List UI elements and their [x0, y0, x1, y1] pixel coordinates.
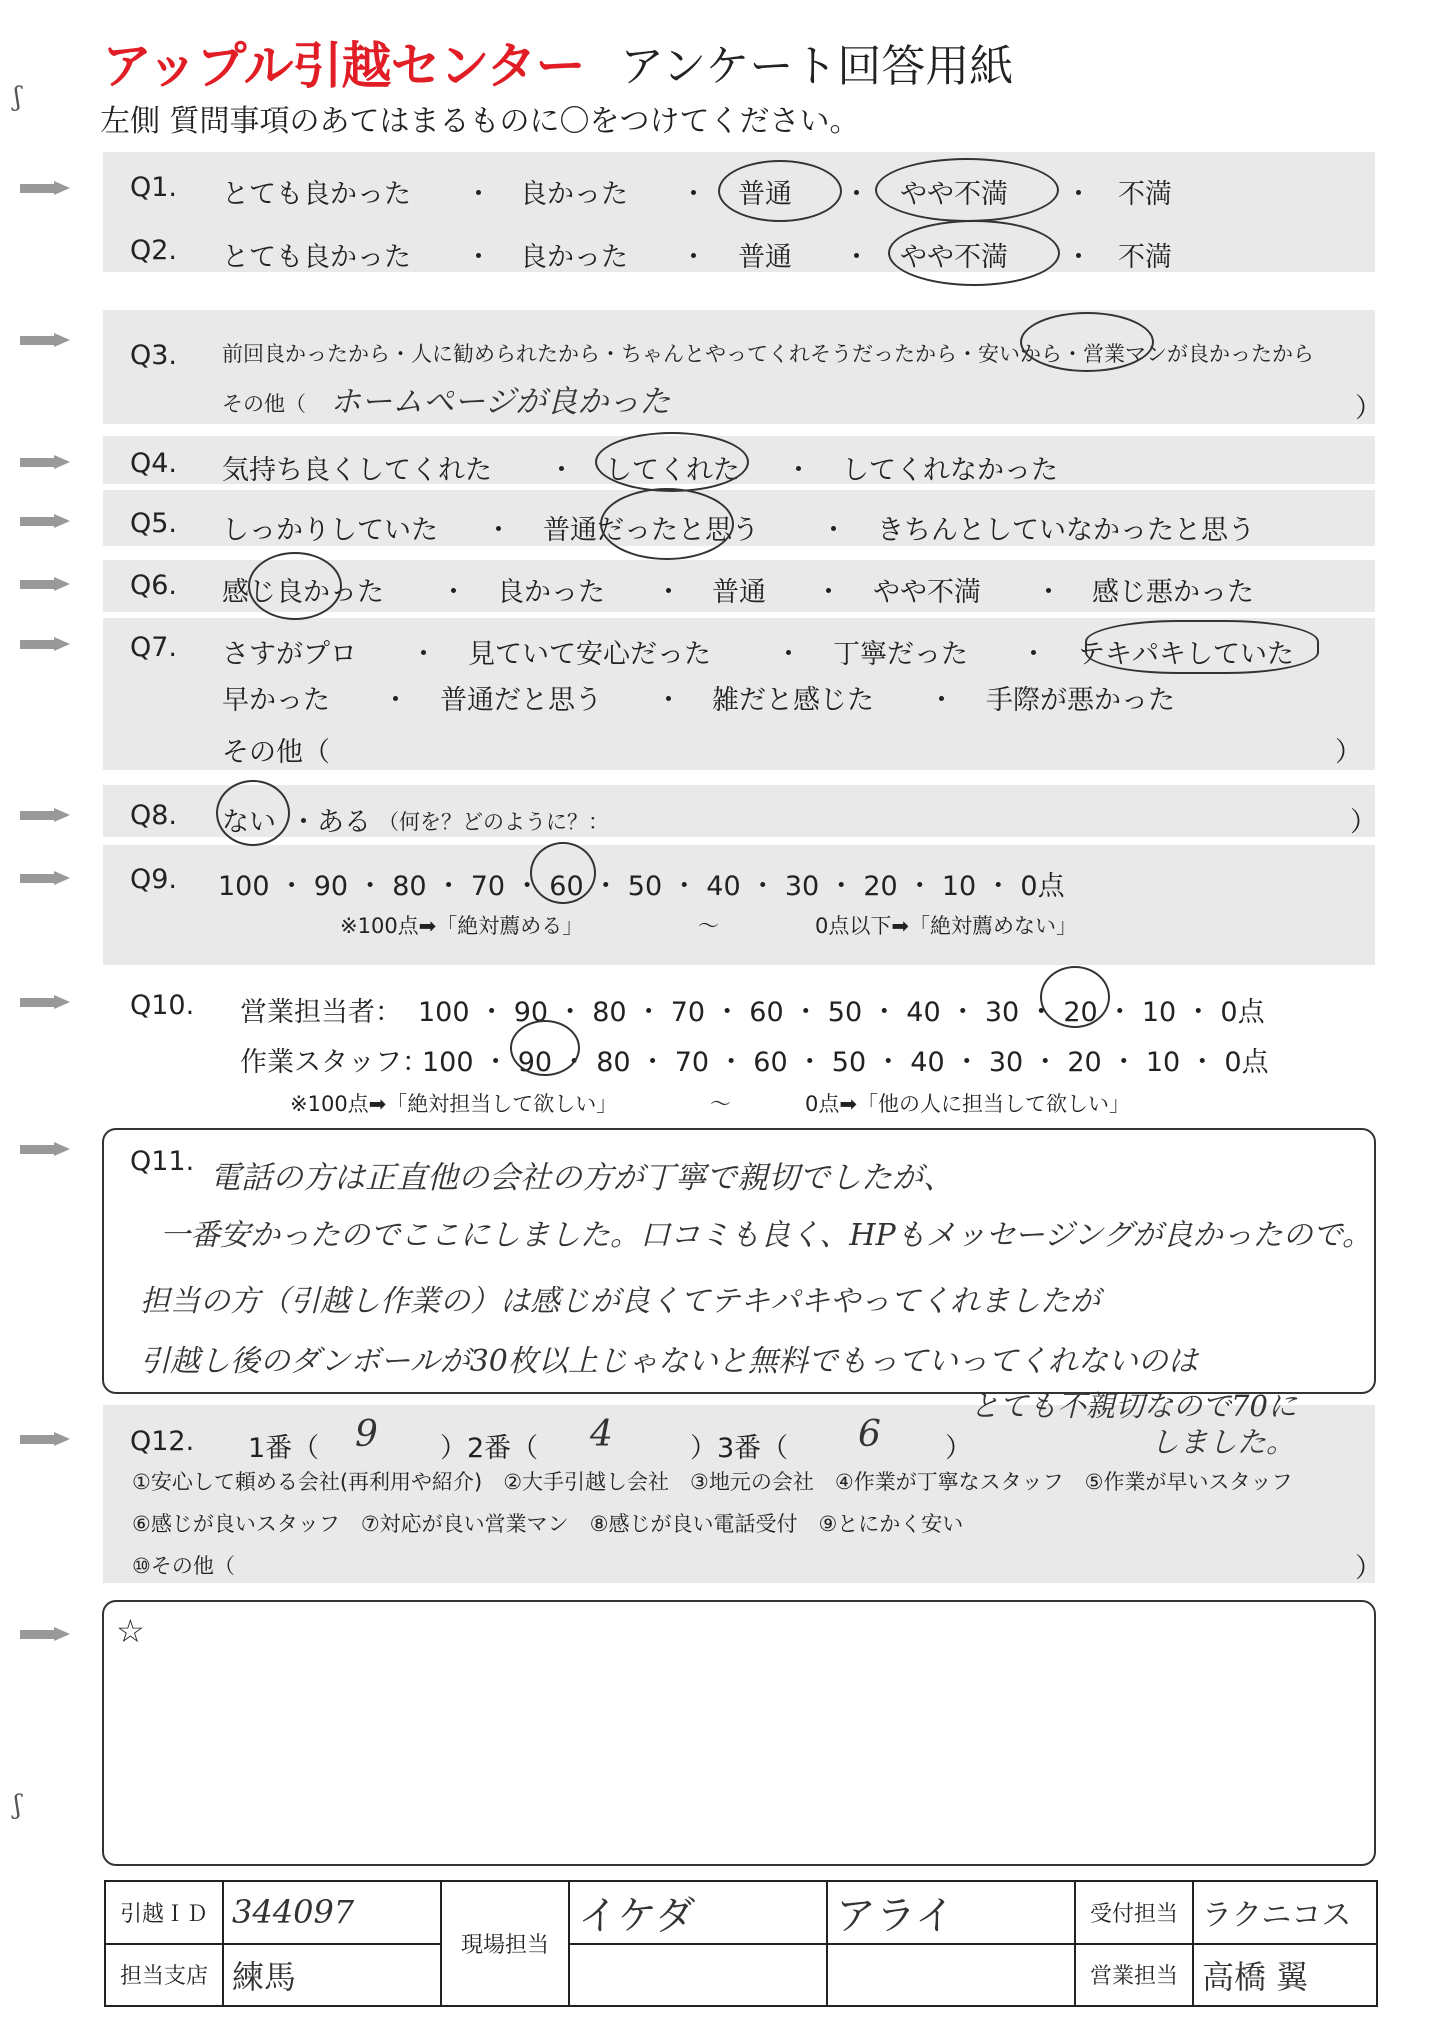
q8-option-no[interactable]: ない — [222, 807, 276, 838]
q11-label: Q11. — [130, 1146, 195, 1177]
q6-option[interactable]: 感じ良かった — [222, 577, 384, 608]
move-id-handwritten: 344097 — [232, 1893, 355, 1932]
answer-circle — [530, 842, 596, 904]
arrow-icon — [20, 181, 72, 195]
q5-option[interactable]: きちんとしていなかったと思う — [877, 515, 1255, 546]
answer-circle — [718, 160, 842, 222]
q10-staff-scale[interactable]: 100 ・ 90 ・ 80 ・ 70 ・ 60 ・ 50 ・ 40 ・ 30 ・ 20 ・ 10 ・ 0点 — [422, 1047, 1269, 1078]
answer-circle — [595, 432, 749, 492]
q10-staff-label: 作業スタッフ： — [240, 1047, 429, 1078]
answer-circle — [600, 488, 734, 560]
arrow-icon — [20, 1142, 72, 1156]
arrow-icon — [20, 514, 72, 528]
site-value-2 — [827, 1881, 1075, 1944]
q9-tilde: 〜 — [698, 914, 719, 938]
site-empty-1 — [569, 1944, 827, 2007]
q2-label: Q2. — [130, 235, 178, 266]
q9-note-right: 0点以下➡「絶対薦めない」 — [815, 914, 1077, 938]
q12-first-label: 1番（ — [248, 1433, 320, 1464]
q1-option[interactable]: 普通 — [738, 179, 792, 210]
q4-label: Q4. — [130, 448, 178, 479]
arrow-icon — [20, 637, 72, 651]
binder-mark-icon: ʃ — [14, 82, 22, 112]
separator: ・ — [928, 685, 955, 716]
q8-option-yes[interactable]: ・ある — [290, 807, 371, 838]
q12-other-close: ） — [1355, 1553, 1382, 1584]
separator: ・ — [655, 577, 682, 608]
q4-option[interactable]: してくれた — [605, 455, 740, 486]
separator: ・ — [843, 242, 870, 273]
branch-value — [223, 1944, 441, 2007]
sales-handwritten: 高橋 翼 — [1202, 1957, 1309, 1996]
reception-value — [1193, 1881, 1377, 1944]
binder-mark-icon: ʃ — [14, 1790, 22, 1820]
q10-sales-scale[interactable]: 100 ・ 90 ・ 80 ・ 70 ・ 60 ・ 50 ・ 40 ・ 30 ・ 20 ・ 10 ・ 0点 — [418, 997, 1265, 1028]
separator: ・ — [1035, 577, 1062, 608]
q7-option[interactable]: テキパキしていた — [1078, 639, 1294, 670]
q6-label: Q6. — [130, 570, 178, 601]
q6-option[interactable]: 普通 — [712, 577, 766, 608]
separator: ・ — [382, 685, 409, 716]
q3-other-answer: ホームページが良かった — [330, 384, 671, 420]
q5-label: Q5. — [130, 508, 178, 539]
q5-option[interactable]: 普通だったと思う — [543, 515, 759, 546]
separator: ・ — [440, 577, 467, 608]
q5-option[interactable]: しっかりしていた — [222, 515, 438, 546]
q2-option[interactable]: 良かった — [520, 242, 628, 273]
q7-label: Q7. — [130, 632, 178, 663]
q8-close: ） — [1350, 807, 1377, 838]
q3-close: ） — [1355, 393, 1382, 424]
site-value-1 — [569, 1881, 827, 1944]
company-name: アップル引越センター — [102, 37, 585, 95]
band-q9 — [103, 845, 1375, 965]
answer-circle — [1020, 312, 1154, 372]
q8-note: （何を？どのように？： — [378, 810, 609, 834]
q7-option[interactable]: 手際が悪かった — [986, 685, 1175, 716]
separator: ・ — [465, 179, 492, 210]
arrow-icon — [20, 577, 72, 591]
q11-handwritten-line: 電話の方は正直他の会社の方が丁寧で親切でしたが、 — [210, 1160, 954, 1196]
arrow-icon — [20, 995, 72, 1009]
q12-third-value: 6 — [858, 1414, 881, 1455]
separator: ・ — [465, 242, 492, 273]
q9-scale[interactable]: 100 ・ 90 ・ 80 ・ 70 ・ 60 ・ 50 ・ 40 ・ 30 ・ 20 ・ 10 ・ 0点 — [218, 871, 1065, 902]
answer-circle — [510, 1020, 580, 1076]
q11-handwritten-line: 引越し後のダンボールが30枚以上じゃないと無料でもっていってくれないのは — [140, 1344, 1198, 1379]
answer-circle — [248, 552, 342, 620]
q10-note-left: ※100点➡「絶対担当して欲しい」 — [290, 1092, 618, 1116]
q2-option[interactable]: 不満 — [1118, 242, 1172, 273]
q1-option[interactable]: やや不満 — [900, 179, 1008, 210]
separator: ・ — [820, 515, 847, 546]
instruction-text: 左側 質問事項のあてはまるものに〇をつけてください。 — [100, 104, 860, 139]
q7-option[interactable]: さすがプロ — [222, 639, 357, 670]
q10-label: Q10. — [130, 990, 195, 1021]
reception-handwritten: ラクニコス — [1202, 1898, 1352, 1934]
separator: ・ — [680, 179, 707, 210]
q4-option[interactable]: 気持ち良くしてくれた — [222, 455, 492, 486]
separator: ・ — [680, 242, 707, 273]
q7-option[interactable]: 普通だと思う — [440, 685, 602, 716]
sales-label: 営業担当 — [1075, 1944, 1193, 2007]
q2-option[interactable]: やや不満 — [900, 242, 1008, 273]
separator: ・ — [410, 639, 437, 670]
separator: ・ — [843, 179, 870, 210]
q10-note-right: 0点➡「他の人に担当して欲しい」 — [805, 1092, 1130, 1116]
q8-label: Q8. — [130, 800, 178, 831]
q11-handwritten-line: しました。 — [1150, 1425, 1296, 1459]
q9-label: Q9. — [130, 864, 178, 895]
answer-circle — [888, 220, 1060, 286]
q7-option[interactable]: 雑だと感じた — [712, 685, 874, 716]
q12-second-label: ）2番（ — [440, 1433, 539, 1464]
q12-close: ） — [945, 1433, 972, 1464]
q7-other-label: その他（ — [222, 737, 330, 768]
arrow-icon — [20, 455, 72, 469]
form-title: アンケート回答用紙 — [620, 41, 1014, 92]
q3-other-label: その他（ — [222, 392, 306, 416]
q3-label: Q3. — [130, 340, 178, 371]
branch-label: 担当支店 — [105, 1944, 223, 2007]
q3-options[interactable]: 前回良かったから・人に勧められたから・ちゃんとやってくれそうだったから・安いから・営業マンが良かったから — [222, 342, 1314, 366]
q1-option[interactable]: 不満 — [1118, 179, 1172, 210]
arrow-icon — [20, 1627, 72, 1641]
q12-choices-row: ①安心して頼める会社(再利用や紹介) ②大手引越し会社 ③地元の会社 ④作業が丁寧なスタッフ ⑤作業が早いスタッフ — [132, 1470, 1293, 1494]
answer-circle — [1085, 620, 1319, 674]
q11-handwritten-line: 一番安かったのでここにしました。口コミも良く、HPもメッセージングが良かったので。 — [160, 1218, 1372, 1253]
answer-circle — [875, 158, 1059, 222]
q12-third-label: ）3番（ — [690, 1433, 789, 1464]
separator: ・ — [1065, 179, 1092, 210]
arrow-icon — [20, 1432, 72, 1446]
site-handwritten-2: アライ — [836, 1892, 955, 1939]
free-comment-box[interactable] — [102, 1600, 1376, 1866]
q1-option[interactable]: 良かった — [520, 179, 628, 210]
q6-option[interactable]: 良かった — [497, 577, 605, 608]
site-handwritten-1: イケダ — [578, 1892, 696, 1939]
arrow-icon — [20, 808, 72, 822]
q2-option[interactable]: とても良かった — [222, 242, 411, 273]
q11-handwritten-line: とても不親切なので70に — [970, 1389, 1297, 1423]
separator: ・ — [1020, 639, 1047, 670]
staff-info-table — [104, 1880, 1378, 2007]
separator: ・ — [548, 455, 575, 486]
q7-close: ） — [1335, 737, 1362, 768]
separator: ・ — [485, 515, 512, 546]
q10-sales-label: 営業担当者： — [240, 997, 402, 1028]
star-icon: ☆ — [116, 1612, 145, 1650]
separator: ・ — [655, 685, 682, 716]
separator: ・ — [815, 577, 842, 608]
site-label: 現場担当 — [441, 1881, 569, 2006]
q7-option[interactable]: 早かった — [222, 685, 330, 716]
answer-circle — [1040, 966, 1110, 1028]
arrow-icon — [20, 333, 72, 347]
q7-option[interactable]: 丁寧だった — [833, 639, 968, 670]
separator: ・ — [1065, 242, 1092, 273]
q9-note-left: ※100点➡「絶対薦める」 — [340, 914, 584, 938]
q1-option[interactable]: とても良かった — [222, 179, 411, 210]
branch-handwritten: 練馬 — [232, 1957, 297, 1996]
answer-circle — [216, 780, 290, 846]
q6-option[interactable]: 感じ悪かった — [1092, 577, 1254, 608]
move-id-value — [223, 1881, 441, 1944]
q6-option[interactable]: やや不満 — [873, 577, 981, 608]
q12-choices-row: ⑥感じが良いスタッフ ⑦対応が良い営業マン ⑧感じが良い電話受付 ⑨とにかく安い — [132, 1512, 964, 1536]
sales-value — [1193, 1944, 1377, 2007]
separator: ・ — [785, 455, 812, 486]
q12-label: Q12. — [130, 1426, 195, 1457]
q12-first-value: 9 — [355, 1414, 378, 1455]
q10-tilde: 〜 — [710, 1092, 731, 1116]
q12-second-value: 4 — [590, 1414, 613, 1455]
q7-option[interactable]: 見ていて安心だった — [468, 639, 711, 670]
reception-label: 受付担当 — [1075, 1881, 1193, 1944]
q2-option[interactable]: 普通 — [738, 242, 792, 273]
q11-handwritten-line: 担当の方（引越し作業の）は感じが良くてテキパキやってくれましたが — [140, 1284, 1100, 1319]
site-empty-2 — [827, 1944, 1075, 2007]
separator: ・ — [775, 639, 802, 670]
arrow-icon — [20, 871, 72, 885]
q12-other-label: ⑩その他（ — [132, 1554, 235, 1578]
q4-option[interactable]: してくれなかった — [842, 455, 1058, 486]
move-id-label: 引越ＩＤ — [105, 1881, 223, 1944]
q1-label: Q1. — [130, 172, 178, 203]
